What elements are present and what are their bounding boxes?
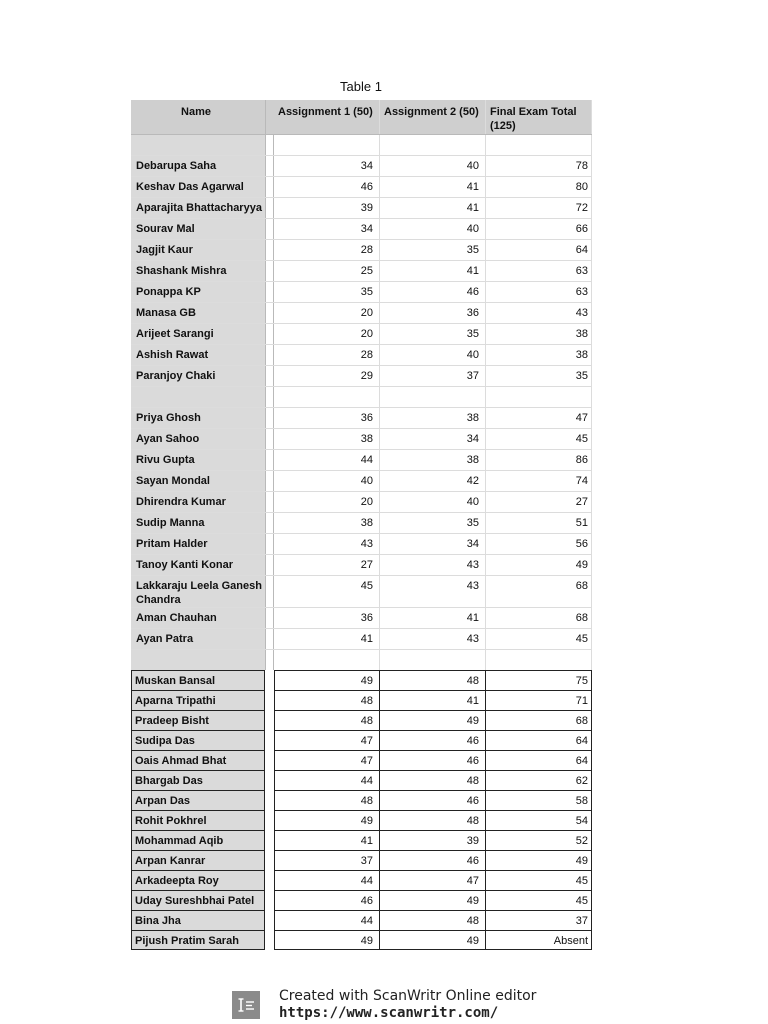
footer-url-link[interactable]: https://www.scanwritr.com/ (279, 1005, 499, 1021)
assignment-1-cell: 34 (274, 219, 380, 239)
assignment-1-cell: 49 (274, 670, 380, 690)
student-name-cell: Keshav Das Agarwal (131, 177, 265, 197)
column-gap (265, 324, 274, 344)
assignment-1-cell: 49 (274, 930, 380, 950)
table-row (131, 219, 592, 240)
assignment-1-cell: 29 (274, 366, 380, 386)
final-exam-cell: 27 (486, 492, 592, 512)
final-exam-cell: 64 (486, 730, 592, 750)
final-exam-cell: 64 (486, 240, 592, 260)
table-row (131, 534, 592, 555)
table-row (131, 910, 592, 930)
table-row (131, 629, 592, 650)
column-gap (265, 870, 274, 890)
table-row (131, 261, 592, 282)
assignment-2-cell: 37 (380, 366, 486, 386)
final-exam-cell: 45 (486, 629, 592, 649)
assignment-1-cell: 44 (274, 770, 380, 790)
final-exam-cell: 86 (486, 450, 592, 470)
student-name-cell: Tanoy Kanti Konar (131, 555, 265, 575)
column-gap (265, 534, 274, 554)
table-title: Table 1 (340, 79, 382, 94)
table-row (131, 890, 592, 910)
student-name-cell: Sayan Mondal (131, 471, 265, 491)
spacer-cell (486, 650, 592, 670)
spacer-cell (274, 135, 380, 155)
spacer-cell (380, 135, 486, 155)
column-gap (265, 471, 274, 491)
column-gap (265, 177, 274, 197)
assignment-2-cell: 41 (380, 261, 486, 281)
assignment-1-cell: 48 (274, 690, 380, 710)
student-name-cell: Pijush Pratim Sarah (131, 930, 265, 950)
assignment-2-cell: 40 (380, 345, 486, 365)
assignment-1-cell: 49 (274, 810, 380, 830)
assignment-2-cell: 48 (380, 810, 486, 830)
student-name-cell: Aparna Tripathi (131, 690, 265, 710)
final-exam-cell: 51 (486, 513, 592, 533)
assignment-1-cell: 48 (274, 790, 380, 810)
assignment-1-cell: 28 (274, 240, 380, 260)
final-exam-cell: 35 (486, 366, 592, 386)
assignment-2-cell: 40 (380, 492, 486, 512)
assignment-2-cell: 49 (380, 930, 486, 950)
spacer-cell (380, 387, 486, 407)
student-name-cell: Jagjit Kaur (131, 240, 265, 260)
final-exam-cell: 64 (486, 750, 592, 770)
assignment-1-cell: 38 (274, 513, 380, 533)
final-exam-cell: 75 (486, 670, 592, 690)
student-name-cell: Ayan Sahoo (131, 429, 265, 449)
table-row (131, 513, 592, 534)
table-row (131, 471, 592, 492)
student-name-cell: Sourav Mal (131, 219, 265, 239)
table-row (131, 429, 592, 450)
column-gap (265, 690, 274, 710)
assignment-1-cell: 20 (274, 303, 380, 323)
assignment-1-cell: 20 (274, 492, 380, 512)
student-name-cell: Debarupa Saha (131, 156, 265, 176)
assignment-2-cell: 39 (380, 830, 486, 850)
table-row (131, 450, 592, 471)
final-exam-cell: 74 (486, 471, 592, 491)
assignment-1-cell: 27 (274, 555, 380, 575)
student-name-cell: Bina Jha (131, 910, 265, 930)
assignment-1-cell: 48 (274, 710, 380, 730)
column-gap (265, 261, 274, 281)
final-exam-cell: 38 (486, 345, 592, 365)
assignment-1-cell: 45 (274, 576, 380, 607)
student-name-cell: Sudip Manna (131, 513, 265, 533)
table-row (131, 366, 592, 387)
assignment-2-cell: 43 (380, 629, 486, 649)
student-name-cell: Arpan Das (131, 790, 265, 810)
column-gap (265, 366, 274, 386)
assignment-2-cell: 35 (380, 513, 486, 533)
spacer-name-cell (131, 650, 265, 670)
final-exam-cell: 47 (486, 408, 592, 428)
assignment-1-cell: 47 (274, 730, 380, 750)
column-gap (265, 240, 274, 260)
assignment-1-cell: 35 (274, 282, 380, 302)
final-exam-cell: 72 (486, 198, 592, 218)
assignment-1-cell: 44 (274, 450, 380, 470)
student-name-cell: Oais Ahmad Bhat (131, 750, 265, 770)
table-row (131, 576, 592, 608)
column-gap (265, 450, 274, 470)
table-row (131, 830, 592, 850)
assignment-2-cell: 46 (380, 750, 486, 770)
final-exam-cell: 62 (486, 770, 592, 790)
table-row (131, 198, 592, 219)
student-name-cell: Pritam Halder (131, 534, 265, 554)
table-row (131, 303, 592, 324)
table-body (131, 135, 592, 950)
final-exam-cell: 66 (486, 219, 592, 239)
assignment-1-cell: 44 (274, 870, 380, 890)
student-name-cell: Arkadeepta Roy (131, 870, 265, 890)
student-name-cell: Rivu Gupta (131, 450, 265, 470)
scanwritr-logo-icon (232, 991, 260, 1019)
header-assignment-1: Assignment 1 (50) (274, 100, 380, 134)
assignment-2-cell: 36 (380, 303, 486, 323)
student-name-cell: Arpan Kanrar (131, 850, 265, 870)
final-exam-cell: 68 (486, 576, 592, 607)
student-name-cell: Aparajita Bhattacharyya (131, 198, 265, 218)
final-exam-cell: 63 (486, 261, 592, 281)
final-exam-cell: 63 (486, 282, 592, 302)
assignment-2-cell: 49 (380, 710, 486, 730)
assignment-1-cell: 43 (274, 534, 380, 554)
assignment-1-cell: 34 (274, 156, 380, 176)
column-gap (265, 810, 274, 830)
assignment-2-cell: 43 (380, 555, 486, 575)
assignment-1-cell: 36 (274, 608, 380, 628)
student-name-cell: Dhirendra Kumar (131, 492, 265, 512)
student-name-cell: Ponappa KP (131, 282, 265, 302)
final-exam-cell: 80 (486, 177, 592, 197)
spacer-row (131, 650, 592, 670)
assignment-2-cell: 46 (380, 850, 486, 870)
column-gap (265, 135, 274, 155)
student-name-cell: Priya Ghosh (131, 408, 265, 428)
table-row (131, 608, 592, 629)
column-gap (265, 345, 274, 365)
column-gap (265, 555, 274, 575)
final-exam-cell: 71 (486, 690, 592, 710)
assignment-2-cell: 42 (380, 471, 486, 491)
student-name-cell: Paranjoy Chaki (131, 366, 265, 386)
final-exam-cell: 68 (486, 710, 592, 730)
student-name-cell: Bhargab Das (131, 770, 265, 790)
assignment-2-cell: 34 (380, 429, 486, 449)
header-assignment-2: Assignment 2 (50) (380, 100, 486, 134)
table-row (131, 282, 592, 303)
student-name-cell: Aman Chauhan (131, 608, 265, 628)
column-gap (265, 576, 274, 607)
final-exam-cell: 49 (486, 850, 592, 870)
column-gap (265, 890, 274, 910)
final-exam-cell: 49 (486, 555, 592, 575)
assignment-1-cell: 25 (274, 261, 380, 281)
assignment-2-cell: 46 (380, 730, 486, 750)
table-row (131, 555, 592, 576)
footer-credit-text: Created with ScanWritr Online editor (279, 988, 537, 1004)
table-row (131, 710, 592, 730)
spacer-row (131, 387, 592, 408)
column-gap (265, 750, 274, 770)
spacer-row (131, 135, 592, 156)
assignment-1-cell: 38 (274, 429, 380, 449)
column-gap (265, 513, 274, 533)
assignment-1-cell: 39 (274, 198, 380, 218)
student-name-cell: Lakkaraju Leela Ganesh Chandra (131, 576, 265, 607)
table-row (131, 850, 592, 870)
spacer-cell (486, 135, 592, 155)
table-row (131, 790, 592, 810)
spacer-cell (380, 650, 486, 670)
column-gap (265, 830, 274, 850)
assignment-2-cell: 43 (380, 576, 486, 607)
assignment-1-cell: 46 (274, 177, 380, 197)
assignment-1-cell: 41 (274, 629, 380, 649)
table-row (131, 810, 592, 830)
student-name-cell: Sudipa Das (131, 730, 265, 750)
assignment-1-cell: 40 (274, 471, 380, 491)
assignment-2-cell: 41 (380, 177, 486, 197)
table-header-row (131, 100, 592, 135)
column-gap (265, 650, 274, 670)
assignment-2-cell: 41 (380, 608, 486, 628)
spacer-cell (486, 387, 592, 407)
column-gap (265, 850, 274, 870)
column-gap (265, 710, 274, 730)
column-gap (265, 198, 274, 218)
column-gap (265, 387, 274, 407)
student-name-cell: Mohammad Aqib (131, 830, 265, 850)
final-exam-cell: 78 (486, 156, 592, 176)
column-gap (265, 429, 274, 449)
table-row (131, 177, 592, 198)
student-name-cell: Rohit Pokhrel (131, 810, 265, 830)
student-name-cell: Shashank Mishra (131, 261, 265, 281)
assignment-2-cell: 41 (380, 198, 486, 218)
assignment-1-cell: 37 (274, 850, 380, 870)
final-exam-cell: 45 (486, 870, 592, 890)
column-gap (265, 608, 274, 628)
column-gap (265, 219, 274, 239)
table-row (131, 870, 592, 890)
table-row (131, 750, 592, 770)
assignment-1-cell: 20 (274, 324, 380, 344)
assignment-2-cell: 38 (380, 408, 486, 428)
table-row (131, 345, 592, 366)
column-gap (265, 156, 274, 176)
assignment-2-cell: 40 (380, 219, 486, 239)
assignment-2-cell: 48 (380, 770, 486, 790)
final-exam-cell: 54 (486, 810, 592, 830)
column-gap (265, 730, 274, 750)
assignment-2-cell: 35 (380, 240, 486, 260)
student-name-cell: Ashish Rawat (131, 345, 265, 365)
final-exam-cell: Absent (486, 930, 592, 950)
final-exam-cell: 58 (486, 790, 592, 810)
final-exam-cell: 45 (486, 890, 592, 910)
table-row (131, 690, 592, 710)
assignment-2-cell: 35 (380, 324, 486, 344)
student-name-cell: Ayan Patra (131, 629, 265, 649)
student-name-cell: Manasa GB (131, 303, 265, 323)
final-exam-cell: 56 (486, 534, 592, 554)
column-gap (265, 629, 274, 649)
final-exam-cell: 37 (486, 910, 592, 930)
spacer-name-cell (131, 135, 265, 155)
assignment-2-cell: 46 (380, 282, 486, 302)
column-gap (265, 303, 274, 323)
column-gap (265, 408, 274, 428)
table-row (131, 930, 592, 950)
table-row (131, 492, 592, 513)
assignment-1-cell: 47 (274, 750, 380, 770)
assignment-1-cell: 41 (274, 830, 380, 850)
assignment-1-cell: 36 (274, 408, 380, 428)
assignment-1-cell: 28 (274, 345, 380, 365)
table-row (131, 730, 592, 750)
grades-table (131, 100, 592, 950)
final-exam-cell: 52 (486, 830, 592, 850)
table-row (131, 770, 592, 790)
table-row (131, 670, 592, 690)
column-gap (265, 282, 274, 302)
column-gap (265, 910, 274, 930)
assignment-2-cell: 41 (380, 690, 486, 710)
final-exam-cell: 45 (486, 429, 592, 449)
final-exam-cell: 43 (486, 303, 592, 323)
assignment-2-cell: 47 (380, 870, 486, 890)
assignment-2-cell: 49 (380, 890, 486, 910)
table-row (131, 156, 592, 177)
header-final-exam: Final Exam Total (125) (486, 100, 592, 134)
header-name: Name (131, 100, 265, 134)
column-gap (265, 930, 274, 950)
final-exam-cell: 68 (486, 608, 592, 628)
table-row (131, 324, 592, 345)
assignment-2-cell: 46 (380, 790, 486, 810)
assignment-2-cell: 34 (380, 534, 486, 554)
column-gap (265, 790, 274, 810)
spacer-cell (274, 650, 380, 670)
assignment-1-cell: 46 (274, 890, 380, 910)
final-exam-cell: 38 (486, 324, 592, 344)
assignment-1-cell: 44 (274, 910, 380, 930)
assignment-2-cell: 48 (380, 670, 486, 690)
student-name-cell: Pradeep Bisht (131, 710, 265, 730)
column-gap (265, 492, 274, 512)
student-name-cell: Arijeet Sarangi (131, 324, 265, 344)
column-gap (265, 770, 274, 790)
column-gap (265, 670, 274, 690)
student-name-cell: Muskan Bansal (131, 670, 265, 690)
assignment-2-cell: 38 (380, 450, 486, 470)
assignment-2-cell: 48 (380, 910, 486, 930)
spacer-name-cell (131, 387, 265, 407)
spacer-cell (274, 387, 380, 407)
table-row (131, 408, 592, 429)
student-name-cell: Uday Sureshbhai Patel (131, 890, 265, 910)
table-row (131, 240, 592, 261)
assignment-2-cell: 40 (380, 156, 486, 176)
